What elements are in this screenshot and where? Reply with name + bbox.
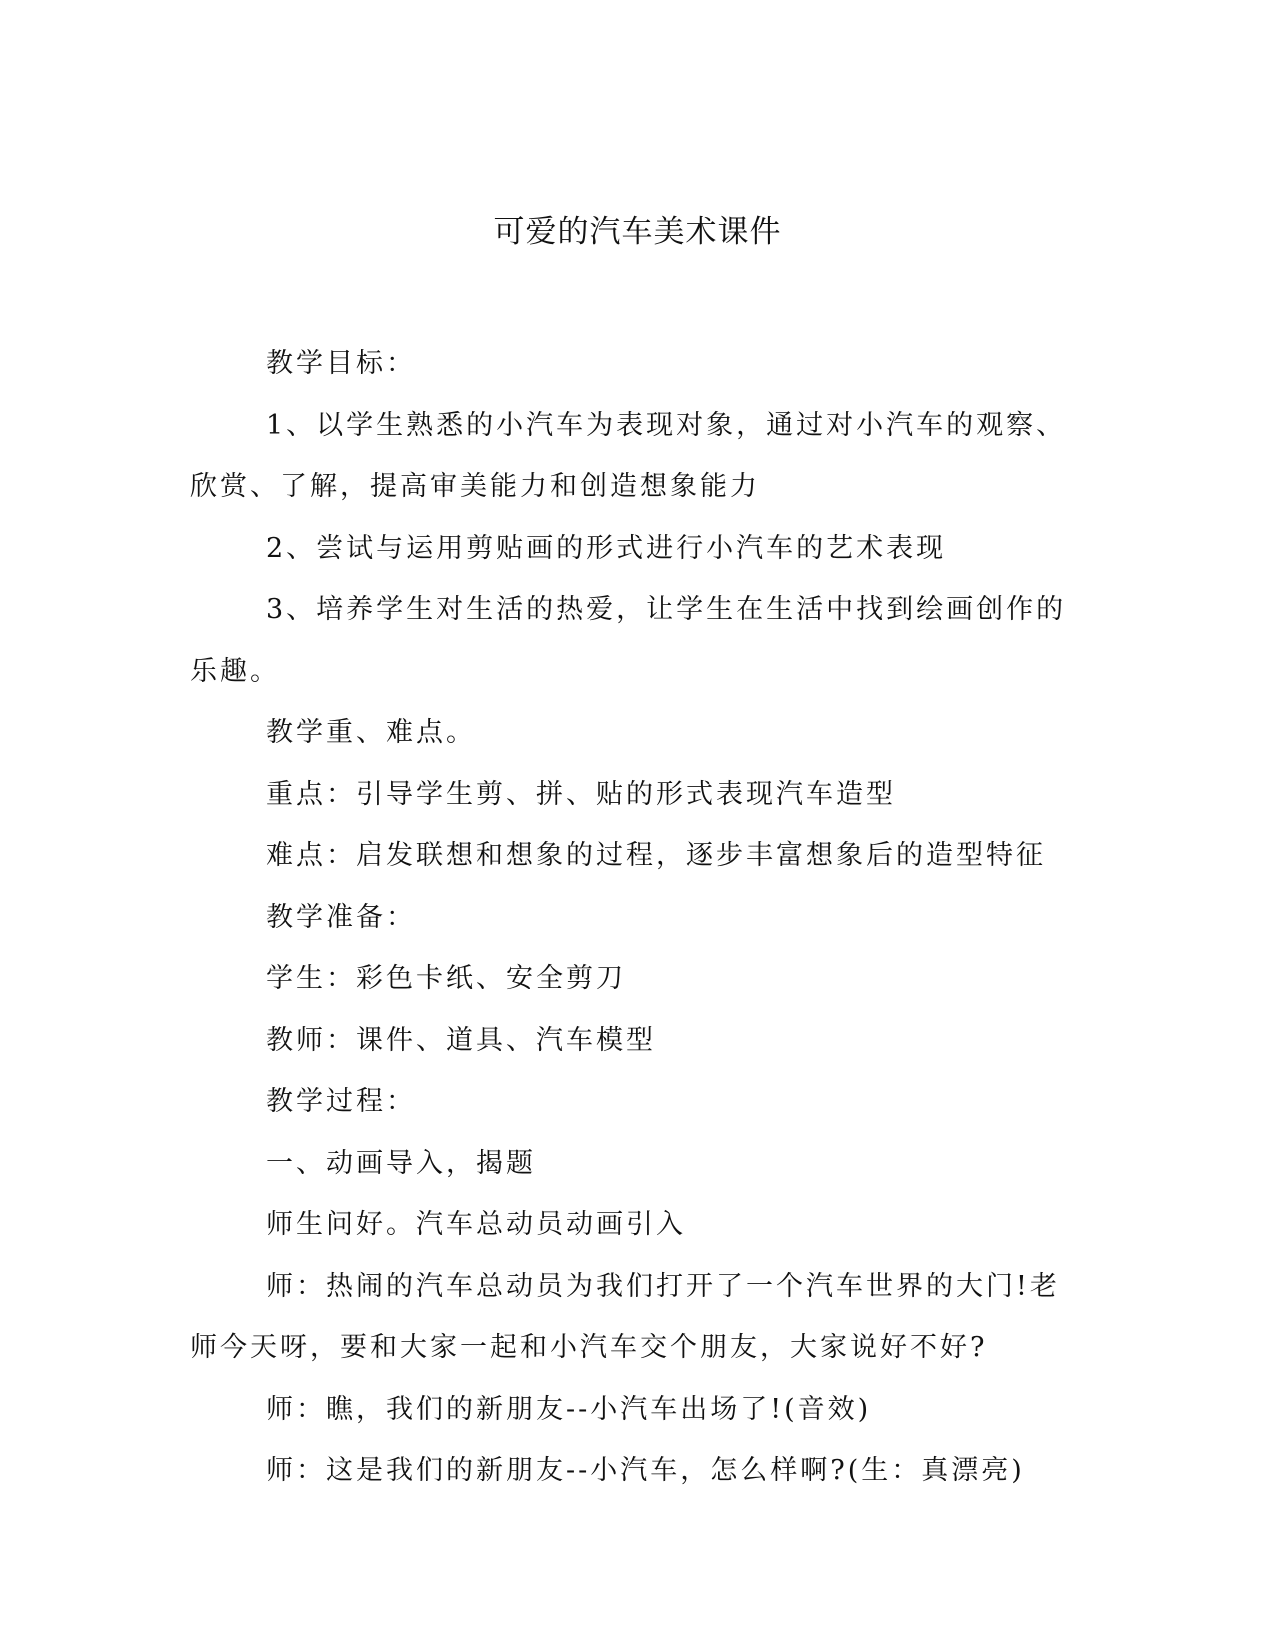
paragraph-key-point: 重点：引导学生剪、拼、贴的形式表现汽车造型 xyxy=(266,778,896,810)
paragraph-teacher-line-1: 师：热闹的汽车总动员为我们打开了一个汽车世界的大门!老师今天呀，要和大家一起和小汽车交个朋友，大家说好不好? xyxy=(190,1270,1060,1363)
paragraph-teacher-line-2: 师：瞧，我们的新朋友--小汽车出场了!(音效) xyxy=(266,1393,872,1425)
paragraph-goal-1: 1、以学生熟悉的小汽车为表现对象，通过对小汽车的观察、欣赏、了解，提高审美能力和创造想象能力 xyxy=(190,409,1067,502)
paragraph-section-1-heading: 一、动画导入，揭题 xyxy=(266,1147,536,1179)
paragraph-student-materials: 学生：彩色卡纸、安全剪刀 xyxy=(266,963,626,994)
paragraph-difficult-point: 难点：启发联想和想象的过程，逐步丰富想象后的造型特征 xyxy=(266,840,1046,871)
paragraph-process-heading: 教学过程： xyxy=(266,1086,416,1117)
paragraph-preparation-heading: 教学准备： xyxy=(266,901,416,933)
document-title: 可爱的汽车美术课件 xyxy=(493,214,782,250)
paragraph-teacher-line-3: 师：这是我们的新朋友--小汽车，怎么样啊?(生：真漂亮) xyxy=(266,1455,1025,1486)
paragraph-teaching-goals-heading: 教学目标： xyxy=(266,348,416,379)
paragraph-greeting: 师生问好。汽车总动员动画引入 xyxy=(266,1209,686,1240)
paragraph-goal-3: 3、培养学生对生活的热爱，让学生在生活中找到绘画创作的乐趣。 xyxy=(190,594,1067,687)
paragraph-teacher-materials: 教师：课件、道具、汽车模型 xyxy=(266,1024,656,1056)
paragraph-goal-2: 2、尝试与运用剪贴画的形式进行小汽车的艺术表现 xyxy=(266,532,947,564)
document-body xyxy=(190,333,1070,1502)
paragraph-key-points-heading: 教学重、难点。 xyxy=(266,717,476,748)
